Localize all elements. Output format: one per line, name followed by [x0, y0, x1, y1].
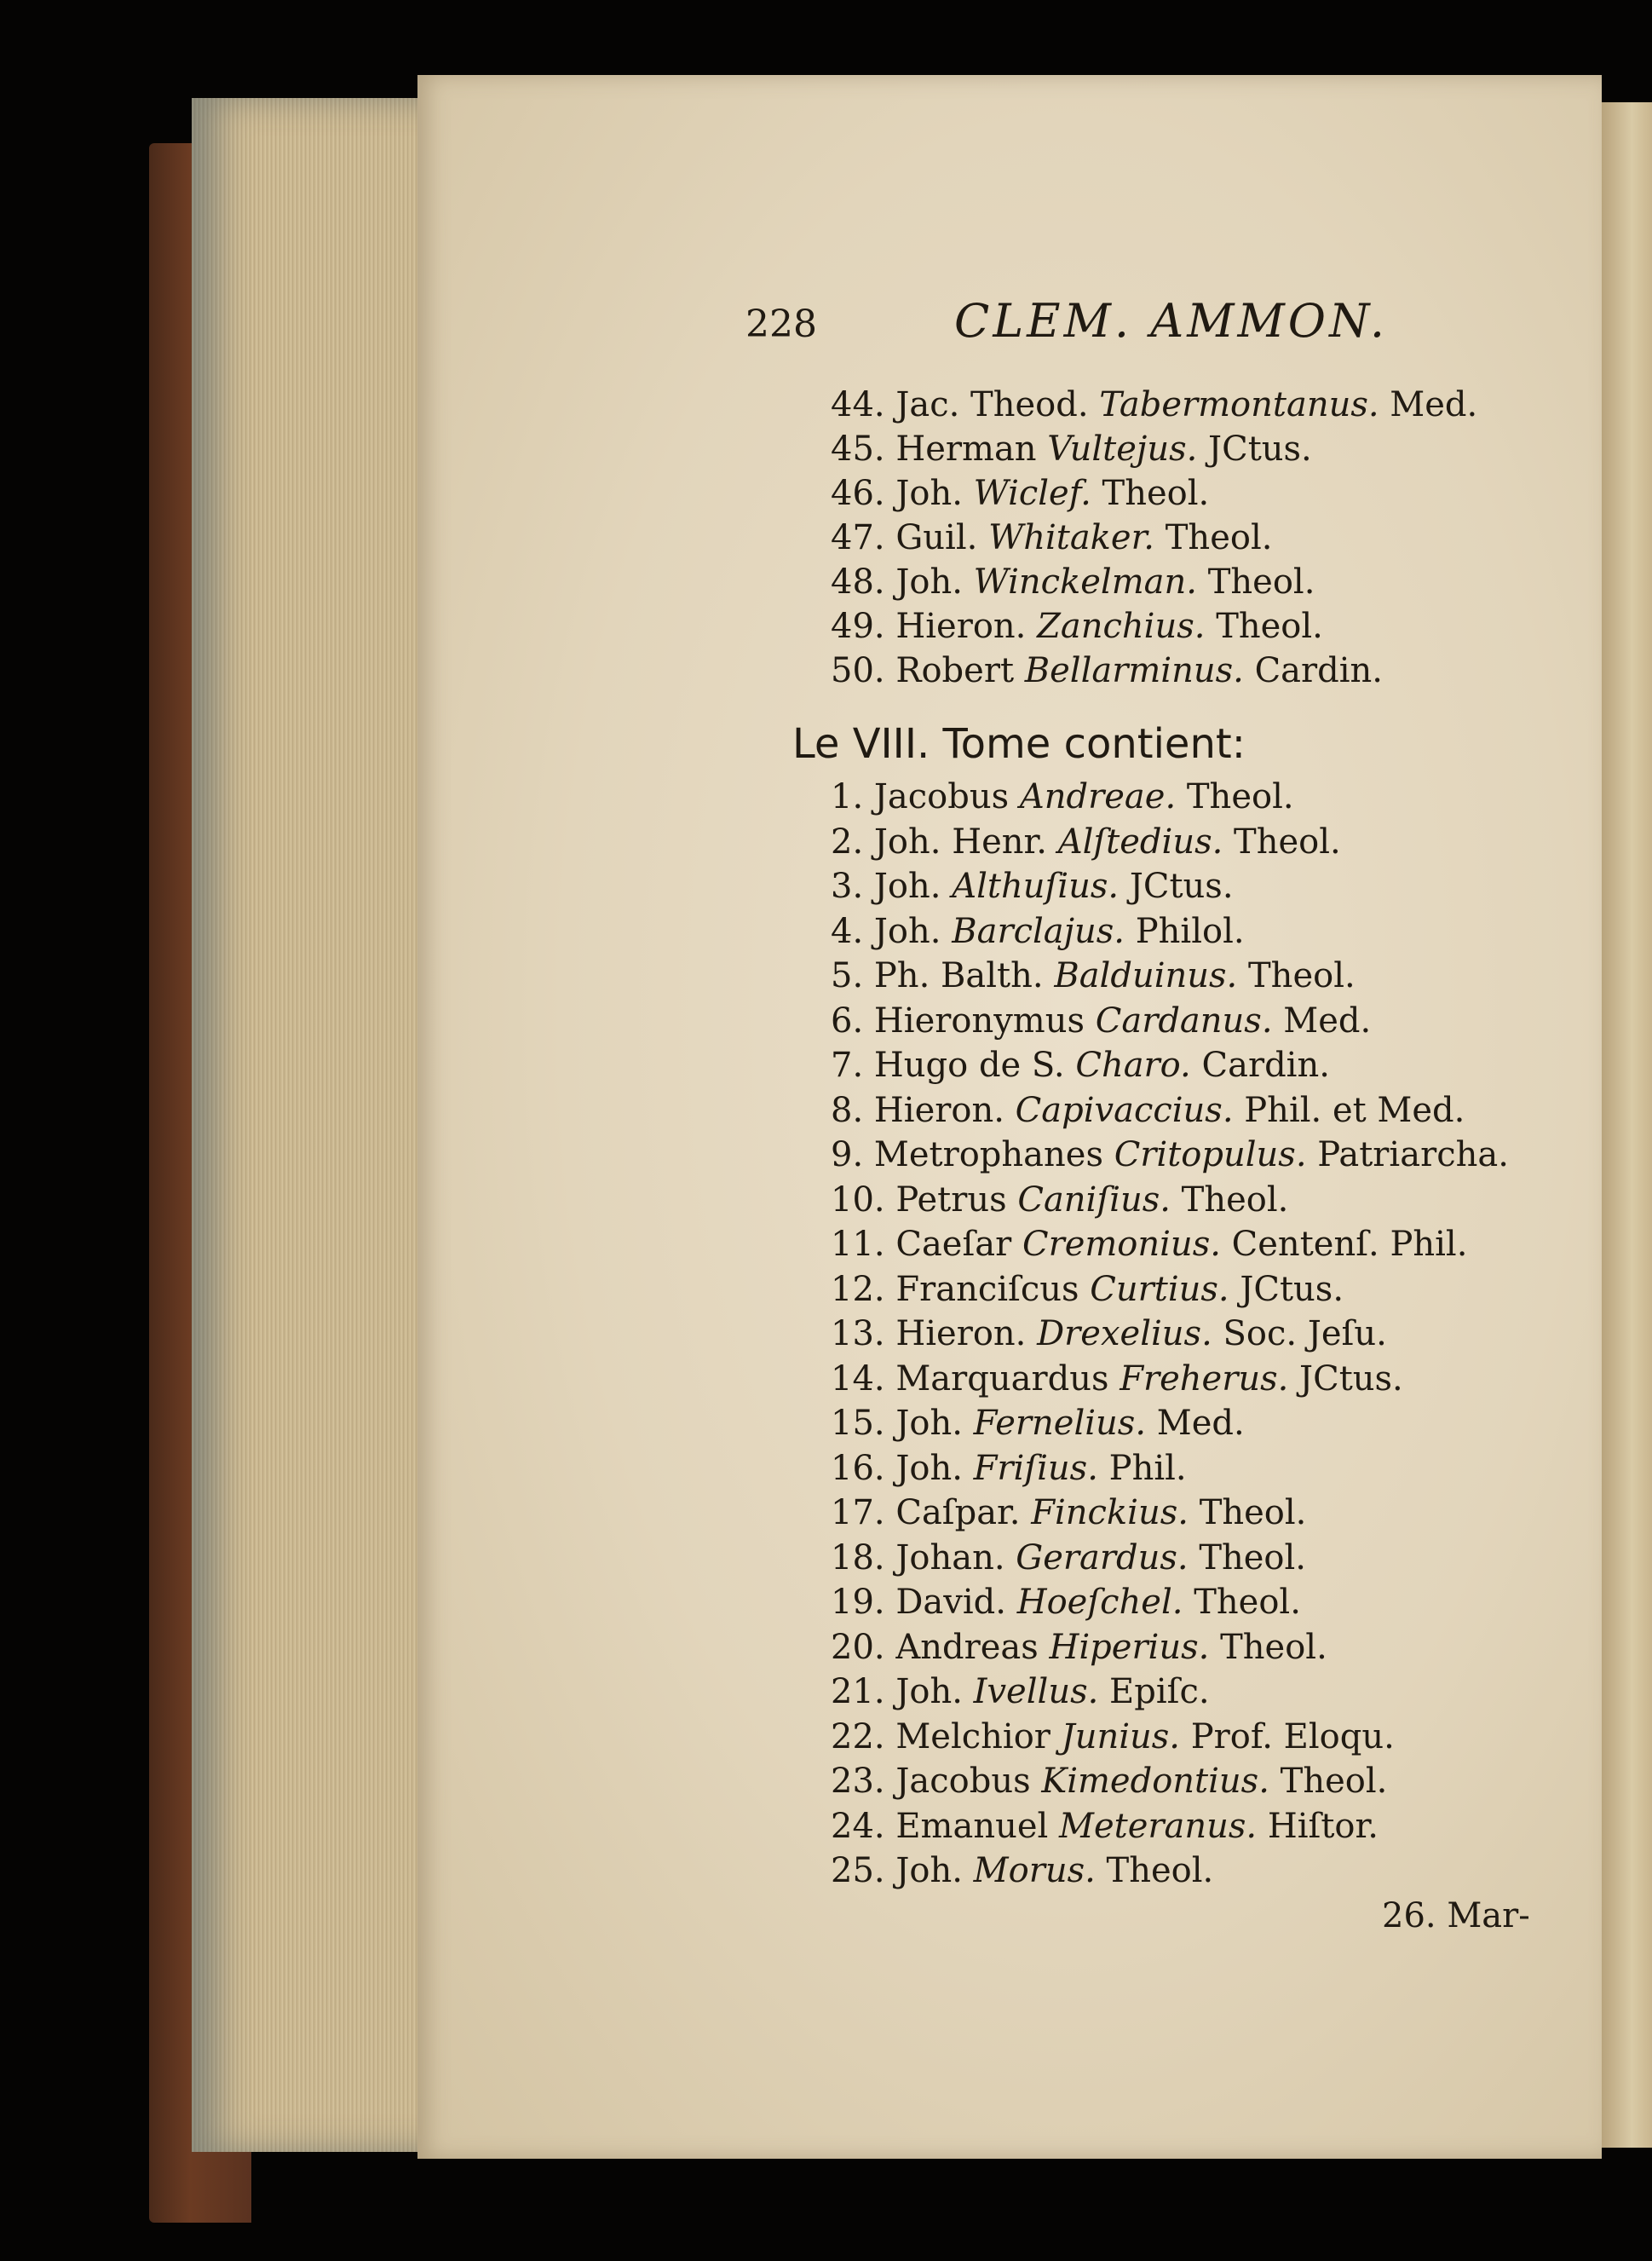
entry-number: 49. — [831, 607, 885, 646]
entry-title: Theol. — [1207, 562, 1315, 602]
entry-forename: Caſpar. — [895, 1493, 1021, 1532]
entry-forename: David. — [895, 1583, 1006, 1622]
entry-title: Prof. Eloqu. — [1190, 1716, 1395, 1756]
entry-number: 46. — [831, 474, 885, 513]
entry-forename: Hugo de S. — [873, 1046, 1065, 1085]
list-item — [831, 1717, 1395, 1756]
list-item — [831, 1628, 1327, 1667]
entry-number: 45. — [831, 430, 885, 469]
entry-title: Theol. — [1216, 607, 1323, 646]
list-item — [831, 385, 1477, 424]
entry-title: JCtus. — [1129, 867, 1234, 906]
entry-forename: Melchior — [895, 1716, 1050, 1756]
list-item — [831, 867, 1234, 906]
list-item — [831, 1583, 1301, 1622]
entry-title: Theol. — [1280, 1762, 1388, 1801]
list-item — [831, 562, 1315, 602]
entry-title: JCtus. — [1208, 430, 1312, 469]
running-title: CLEM. AMMON. — [954, 294, 1389, 348]
entry-surname: Bellarminus. — [1024, 651, 1244, 690]
entry-forename: Joh. — [873, 867, 941, 906]
list-item — [831, 1807, 1379, 1846]
entry-number: 23. — [831, 1762, 885, 1801]
entry-forename: Caeſar — [895, 1225, 1012, 1264]
list-item — [831, 912, 1245, 951]
entry-title: Theol. — [1165, 518, 1273, 557]
entry-number: 16. — [831, 1448, 885, 1488]
entry-surname: Vultejus. — [1047, 430, 1198, 469]
entry-title: Phil. — [1108, 1448, 1187, 1488]
entry-surname: Finckius. — [1031, 1493, 1189, 1532]
entry-surname: Hoeſchel. — [1016, 1583, 1183, 1622]
entry-title: JCtus. — [1240, 1269, 1344, 1309]
list-item — [831, 777, 1294, 816]
entry-number: 20. — [831, 1627, 885, 1667]
list-item — [831, 651, 1383, 690]
list-item — [831, 1225, 1467, 1264]
entry-title: Cardin. — [1201, 1046, 1330, 1085]
entry-number: 1. — [831, 777, 864, 816]
entry-forename: Joh. — [895, 1672, 963, 1711]
entry-forename: Robert — [895, 651, 1015, 690]
entry-forename: Jacobus — [873, 777, 1010, 816]
list-item — [831, 1449, 1187, 1488]
entry-number: 6. — [831, 1001, 864, 1041]
entry-surname: Winckelman. — [973, 562, 1197, 602]
entry-forename: Joh. — [895, 1404, 963, 1443]
section-title: Le VIII. Tome contient: — [792, 720, 1246, 768]
entry-title: Centenſ. Phil. — [1231, 1225, 1468, 1264]
entry-title: Theol. — [1181, 1180, 1289, 1220]
entry-surname: Morus. — [973, 1851, 1096, 1890]
list-item — [831, 1672, 1210, 1711]
entry-title: JCtus. — [1299, 1358, 1403, 1399]
entry-number: 13. — [831, 1314, 885, 1353]
list-item — [831, 1001, 1371, 1041]
list-item — [831, 1404, 1245, 1443]
entry-surname: Freherus. — [1120, 1358, 1289, 1399]
entry-number: 44. — [831, 385, 885, 424]
entry-number: 3. — [831, 867, 864, 906]
entry-number: 15. — [831, 1404, 885, 1443]
list-item — [831, 474, 1209, 513]
entry-title: Epiſc. — [1109, 1672, 1210, 1711]
entry-number: 14. — [831, 1358, 885, 1399]
entry-surname: Althuſius. — [952, 867, 1120, 906]
entry-forename: Marquardus — [895, 1358, 1109, 1399]
entry-number: 22. — [831, 1716, 885, 1756]
entry-number: 17. — [831, 1493, 885, 1532]
entry-surname: Barclajus. — [952, 911, 1125, 951]
entry-surname: Alſtedius. — [1057, 822, 1223, 862]
entry-number: 11. — [831, 1225, 885, 1264]
entry-surname: Junius. — [1061, 1716, 1181, 1756]
entry-surname: Caniſius. — [1017, 1180, 1171, 1220]
list-item — [831, 1762, 1387, 1801]
entry-number: 7. — [831, 1046, 864, 1085]
list-item — [831, 1135, 1509, 1174]
entry-forename: Petrus — [895, 1180, 1007, 1220]
entry-surname: Zanchius. — [1037, 607, 1206, 646]
entry-title: Phil. et Med. — [1244, 1090, 1465, 1130]
entry-surname: Whitaker. — [988, 518, 1155, 557]
entry-number: 10. — [831, 1180, 885, 1220]
entry-title: Theol. — [1199, 1537, 1307, 1578]
list-item — [831, 1180, 1288, 1220]
entry-number: 21. — [831, 1672, 885, 1711]
entry-number: 4. — [831, 911, 864, 951]
entry-title: Hiſtor. — [1267, 1806, 1379, 1846]
entry-forename: Herman — [895, 430, 1037, 469]
entry-forename: Joh. — [895, 474, 963, 513]
entry-number: 50. — [831, 651, 885, 690]
entry-forename: Johan. — [895, 1537, 1005, 1578]
list-item — [831, 430, 1312, 469]
entry-forename: Joh. — [895, 1851, 963, 1890]
entry-forename: Joh. — [895, 562, 963, 602]
entry-forename: Hieron. — [895, 607, 1027, 646]
entry-number: 5. — [831, 956, 864, 995]
entry-title: Soc. Jeſu. — [1223, 1314, 1387, 1353]
list-item — [831, 822, 1341, 862]
entry-title: Cardin. — [1254, 651, 1384, 690]
page-edges — [192, 98, 456, 2152]
entry-forename: Hieron. — [895, 1314, 1027, 1353]
facing-page-edge — [1602, 102, 1652, 2148]
entry-surname: Ivellus. — [973, 1672, 1099, 1711]
entry-surname: Gerardus. — [1016, 1537, 1189, 1578]
entry-forename: Emanuel — [895, 1806, 1049, 1846]
list-item — [831, 1538, 1306, 1578]
entry-number: 18. — [831, 1537, 885, 1578]
entry-number: 8. — [831, 1090, 864, 1130]
entry-surname: Meteranus. — [1059, 1806, 1258, 1846]
entry-number: 47. — [831, 518, 885, 557]
entry-forename: Joh. — [895, 1448, 963, 1488]
entry-title: Theol. — [1194, 1583, 1301, 1622]
list-item — [831, 1493, 1306, 1532]
entry-surname: Friſius. — [973, 1448, 1098, 1488]
entry-number: 2. — [831, 822, 864, 862]
entry-forename: Hieron. — [873, 1090, 1004, 1130]
entry-forename: Metrophanes — [873, 1135, 1103, 1174]
entry-surname: Curtius. — [1090, 1269, 1229, 1309]
list-item — [831, 1270, 1344, 1309]
entry-forename: Jac. Theod. — [895, 385, 1089, 424]
list-item — [831, 607, 1323, 646]
entry-forename: Guil. — [895, 518, 978, 557]
entry-title: Med. — [1283, 1001, 1372, 1041]
entry-surname: Charo. — [1075, 1046, 1191, 1085]
entry-title: Theol. — [1248, 956, 1356, 995]
entry-number: 24. — [831, 1806, 885, 1846]
entry-number: 12. — [831, 1269, 885, 1309]
entry-title: Theol. — [1234, 822, 1341, 862]
entry-forename: Andreas — [895, 1627, 1039, 1667]
entry-forename: Jacobus — [895, 1762, 1031, 1801]
list-item — [831, 518, 1272, 557]
entry-number: 25. — [831, 1851, 885, 1890]
entry-number: 48. — [831, 562, 885, 602]
list-item — [831, 1314, 1387, 1353]
entry-surname: Kimedontius. — [1041, 1762, 1269, 1801]
list-item — [831, 1091, 1465, 1130]
entry-forename: Joh. — [873, 911, 941, 951]
catchword: 26. Mar- — [1382, 1896, 1530, 1935]
entry-surname: Drexelius. — [1037, 1314, 1212, 1353]
entry-number: 19. — [831, 1583, 885, 1622]
entry-title: Theol. — [1186, 777, 1294, 816]
entry-forename: Ph. Balth. — [873, 956, 1044, 995]
entry-surname: Andreae. — [1019, 777, 1177, 816]
list-item — [831, 1359, 1403, 1399]
entry-surname: Critopulus. — [1114, 1135, 1307, 1174]
entry-forename: Hieronymus — [873, 1001, 1085, 1041]
list-item — [831, 1046, 1330, 1085]
entry-title: Med. — [1390, 385, 1478, 424]
entry-surname: Cremonius. — [1022, 1225, 1221, 1264]
entry-title: Theol. — [1106, 1851, 1214, 1890]
entry-surname: Capivaccius. — [1015, 1090, 1234, 1130]
entry-surname: Cardanus. — [1095, 1001, 1273, 1041]
entry-forename: Franciſcus — [895, 1269, 1079, 1309]
entry-surname: Tabermontanus. — [1099, 385, 1379, 424]
entry-forename: Joh. Henr. — [873, 822, 1047, 862]
entry-title: Theol. — [1102, 474, 1210, 513]
entry-surname: Wiclef. — [973, 474, 1091, 513]
entry-title: Theol. — [1220, 1627, 1327, 1667]
entry-surname: Fernelius. — [973, 1404, 1147, 1443]
entry-title: Med. — [1156, 1404, 1245, 1443]
list-item — [831, 956, 1356, 995]
list-item — [831, 1851, 1213, 1890]
page-number: 228 — [745, 303, 817, 346]
entry-title: Theol. — [1199, 1493, 1307, 1532]
entry-surname: Balduinus. — [1054, 956, 1238, 995]
entry-title: Philol. — [1135, 911, 1245, 951]
entry-title: Patriarcha. — [1317, 1135, 1509, 1174]
entry-surname: Hiperius. — [1049, 1627, 1210, 1667]
entry-number: 9. — [831, 1135, 864, 1174]
